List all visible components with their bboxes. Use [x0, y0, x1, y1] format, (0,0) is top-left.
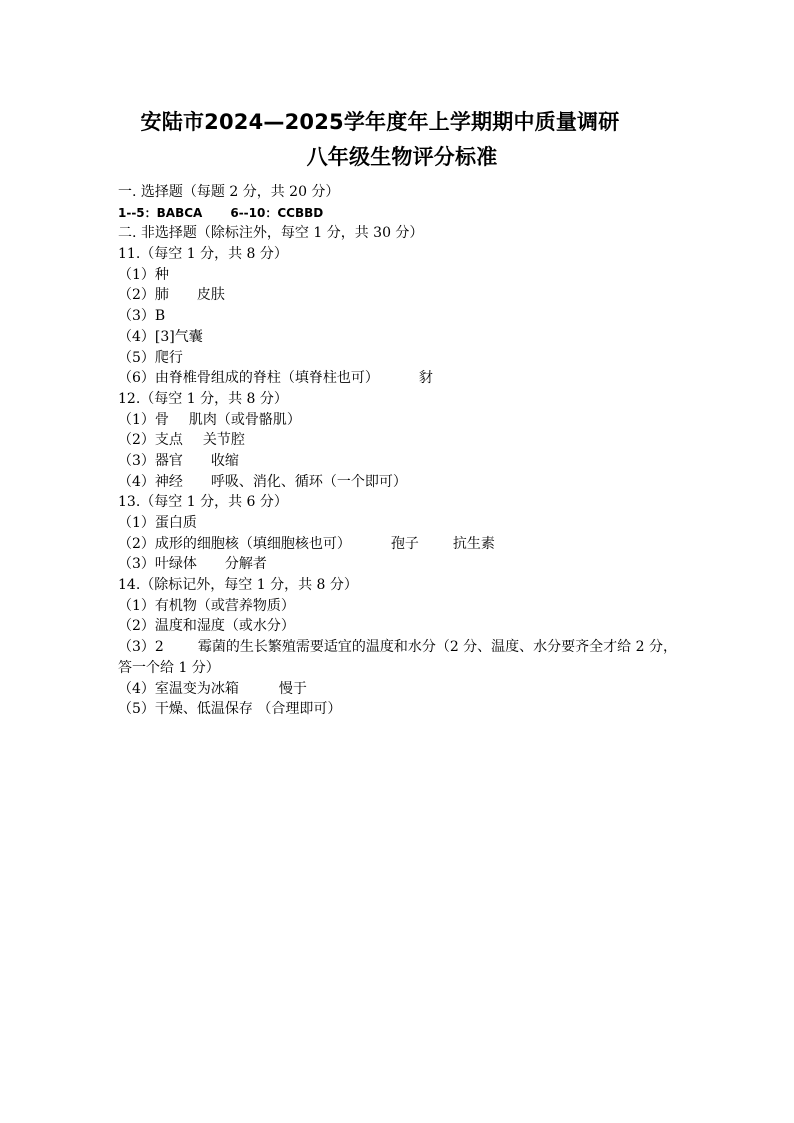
q11-answer-2b: 皮肤 [196, 287, 225, 304]
q14-answer-2: （2）温度和湿度（或水分） [118, 618, 295, 635]
section2-heading: 二. 非选择题（除标注外，每空 1 分，共 30 分） [118, 225, 424, 242]
document-title: 安陆市2024—2025学年度年上学期期中质量调研 [140, 110, 620, 134]
q13-answer-2a: （2）成形的细胞核（填细胞核也可） [118, 535, 351, 552]
section1-answers [118, 203, 688, 224]
q14-answer-3a: （3）2 [118, 639, 164, 656]
q12-heading: 12.（每空 1 分，共 8 分） [118, 390, 288, 407]
answer-content [118, 182, 688, 720]
q12-answer-2 [118, 430, 688, 451]
q14-answer-4a: （4）室温变为冰箱 [118, 680, 239, 697]
answers-6-10: 6--10：CCBBD [230, 205, 324, 220]
q14-heading: 14.（除标记外，每空 1 分，共 8 分） [118, 577, 358, 594]
q14-answer-1: （1）有机物（或营养物质） [118, 597, 295, 614]
q11-answer-1: （1）种 [118, 266, 169, 283]
q12-answer-3a: （3）器官 [118, 452, 183, 469]
q13-answer-3b: 分解者 [224, 556, 267, 573]
q11-answer-6a: （6）由脊椎骨组成的脊柱（填脊柱也可） [118, 370, 379, 387]
q11-answer-4: （4）[3]气囊 [118, 328, 203, 345]
q13-answer-2 [118, 534, 688, 555]
q13-answer-2b: 孢子 [390, 535, 419, 552]
q12-answer-4 [118, 472, 688, 493]
q12-answer-4b: 呼吸、消化、循环（一个即可） [210, 473, 407, 490]
q14-answer-3 [118, 637, 688, 678]
q12-answer-1 [118, 410, 688, 431]
q12-answer-2a: （2）支点 [118, 432, 183, 449]
q13-answer-3a: （3）叶绿体 [118, 556, 197, 573]
q13-answer-1: （1）蛋白质 [118, 515, 197, 531]
q14-answer-5: （5）干燥、低温保存 （合理即可） [118, 701, 342, 718]
q11-answer-6 [118, 368, 688, 389]
q12-answer-1b: 肌肉（或骨骼肌） [188, 411, 301, 428]
q12-answer-3 [118, 451, 688, 472]
q14-answer-3b: 霉菌的生长繁殖需要适宜的温度和水分（2 分、温度、水分要齐全才给 2 分，答一个给 1 分） [118, 639, 677, 676]
q14-answer-4b: 慢于 [278, 680, 307, 697]
section1-heading: 一. 选择题（每题 2 分，共 20 分） [118, 184, 340, 200]
q13-answer-2c: 抗生素 [452, 535, 495, 552]
q12-answer-1a: （1）骨 [118, 411, 169, 428]
q11-answer-2 [118, 285, 688, 306]
q11-answer-6b: 豺 [418, 370, 433, 387]
q12-answer-3b: 收缩 [210, 452, 239, 469]
q14-answer-4 [118, 679, 688, 700]
q11-answer-2a: （2）肺 [118, 287, 169, 304]
q13-heading: 13.（每空 1 分，共 6 分） [118, 494, 288, 511]
q11-answer-5: （5）爬行 [118, 349, 183, 366]
q12-answer-2b: 关节腔 [202, 432, 245, 449]
answers-1-5: 1--5：BABCA [118, 205, 203, 220]
q11-answer-3: （3）B [118, 308, 166, 325]
q13-answer-3 [118, 554, 688, 575]
document-subtitle: 八年级生物评分标准 [306, 145, 498, 169]
q11-heading: 11.（每空 1 分，共 8 分） [118, 246, 288, 263]
q12-answer-4a: （4）神经 [118, 473, 183, 490]
